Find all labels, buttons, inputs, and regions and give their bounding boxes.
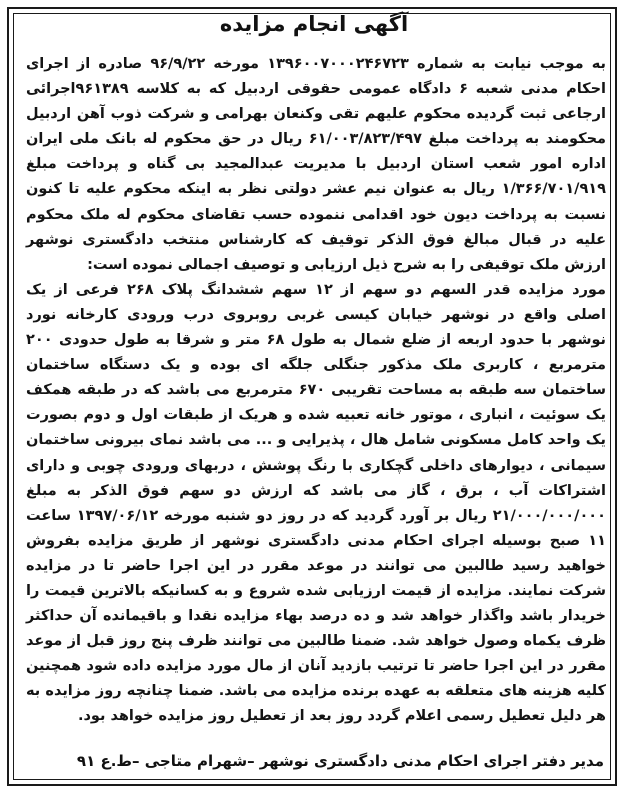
notice-title: آگهی انجام مزایده — [219, 12, 409, 36]
notice-body — [26, 52, 606, 744]
notice-paragraph-details: مورد مزایده قدر السهم دو سهم از ۱۲ سهم ششدانگ پلاک ۲۶۸ فرعی از یک اصلی واقع در نوشهر خیابان کیسی غربی روبروی درب ورودی کارخانه نورد نوشهر با حدود اربعه از ضلع شمال به طول ۶۸ متر و شرقا به طول حدودی ۲۰۰ مترمربع ، کاربری ملک مذکور جنگلی جلگه ای بوده و یک دستگاه ساختمان ساختمان سه طبقه به مساحت تقریبی ۶۷۰ مترمربع می باشد که در طبقه همکف یک سوئیت ، انباری ، موتور خانه تعبیه شده و هریک از طبقات اول و دوم بصورت یک واحد کامل مسکونی شامل هال ، پذیرایی و ... می باشد نمای بیرونی ساختمان سیمانی ، دیوارهای داخلی گچکاری با رنگ پوشش ، دربهای ورودی چوبی و دارای اشتراکات آب ، برق ، گاز می باشد که ارزش دو سهم فوق الذکر به مبلغ ۲۱/۰۰۰/۰۰۰/۰۰۰ ریال بر آورد گردید که در روز دو شنبه مورخه ۱۳۹۷/۰۶/۱۲ ساعت ۱۱ صبح بوسیله اجرای احکام مدنی دادگستری نوشهر از طریق مزایده بفروش خواهید رسید طالبین می توانند در موعد مقرر در این اجرا حاضر تا در مزایده شرکت نمایند. مزایده از قیمت ارزیابی شده شروع و به کسانیکه بالاترین قیمت را خریدار باشد واگذار خواهد شد و ده درصد بهاء مزایده نقدا و باقیمانده آن حداکثر ظرف یکماه وصول خواهد شد. ضمنا طالبین می توانند ظرف پنج روز قبل از موعد مقرر در این اجرا حاضر تا ترتیب بازدید آنان از مال مورد مزایده داده شود همچنین کلیه هزینه های متعلقه به عهده برنده مزایده می باشد. ضمنا چنانچه روز مزایده به هر دلیل تعطیل رسمی اعلام گردد روز بعد از تعطیل روز مزایده خواهد بود. — [26, 281, 606, 725]
notice-signature: مدیر دفتر اجرای احکام مدنی دادگستری نوشهر –شهرام متاجی –ط.ع ۹۱ — [76, 752, 604, 770]
notice-paragraph-intro: به موجب نیابت به شماره ۱۳۹۶۰۰۷۰۰۰۲۴۶۷۲۳ مورخه ۹۶/۹/۲۲ صادره از اجرای احکام مدنی شعبه ۶ دادگاه عمومی حقوقی اردبیل که به کلاسه ۹۶۱۳۸۹اجرائی ارجاعی ثبت گردیده محکوم علیهم تقی وکنعان بهرامی و شرکت ذوب آهن اردبیل محکومند به پرداخت مبلغ ۶۱/۰۰۳/۸۲۳/۴۹۷ ریال در حق محکوم له بانک ملی ایران اداره امور شعب استان اردبیل با مدیریت عبدالمجید بی گناه و پرداخت مبلغ ۱/۳۶۶/۷۰۱/۹۱۹ ریال به عنوان نیم عشر دولتی نظر به اینکه محکوم علیه تا کنون نسبت به پرداخت دیون خود اقدامی ننموده حسب تقاضای محکوم له ملک محکوم علیه در قبال مبالغ فوق الذکر توقیف که کارشناس منتخب دادگستری نوشهر ارزش ملک توقیفی را به شرح ذیل ارزیابی و توصیف اجمالی نموده است: — [26, 56, 606, 273]
